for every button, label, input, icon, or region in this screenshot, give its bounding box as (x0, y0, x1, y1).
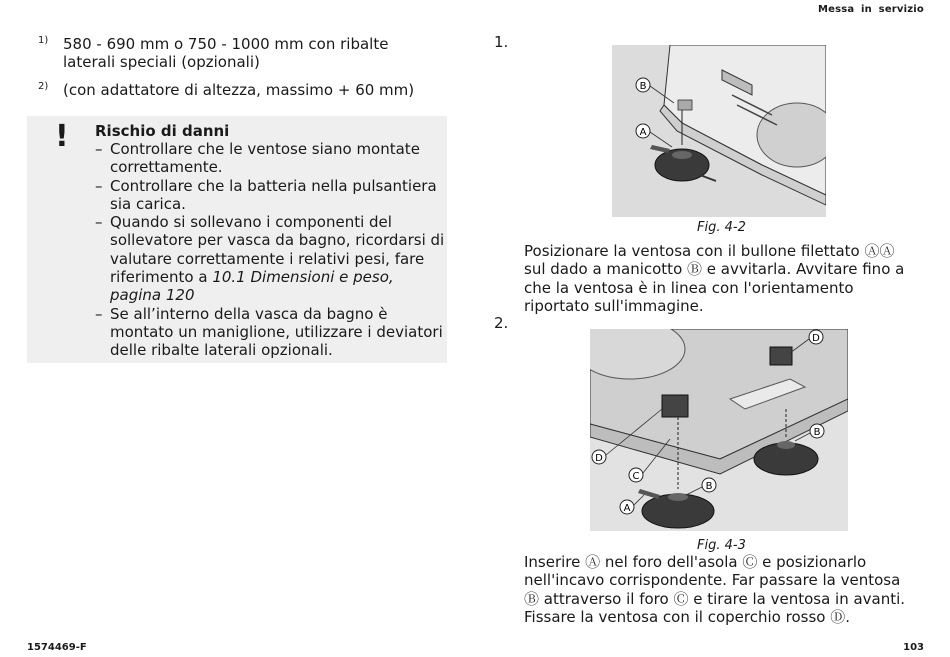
document-id: 1574469-F (27, 642, 87, 653)
figure-label: D (595, 453, 603, 464)
warning-list (95, 140, 445, 360)
step-1-number: 1. (494, 33, 509, 51)
footnote-2-mark: 2) (38, 81, 49, 92)
footnote-1-mark: 1) (38, 35, 49, 46)
warning-item: – Controllare che le ventose siano montate correttamente. (95, 140, 420, 177)
warning-item: – Quando si sollevano i componenti del sollevatore per vasca da bagno, ricordarsi di valutare correttamente i relativi pesi, fare riferimento a 10.1 Dimensioni e peso, pagina 120 (95, 213, 445, 305)
figure-label: B (639, 81, 647, 92)
figure-label: A (623, 503, 631, 514)
cross-reference-link[interactable]: 10.1 Dimensioni e peso, pagina 120 (110, 268, 394, 305)
figure-4-2-illustration (612, 45, 826, 217)
footnote-2-text: (con adattatore di altezza, massimo + 60 mm) (63, 81, 415, 99)
step-2-number: 2. (494, 314, 509, 332)
warning-item: – Controllare che la batteria nella pulsantiera sia carica. (95, 176, 437, 213)
figure-label: D (812, 333, 820, 344)
page-number: 103 (903, 642, 924, 653)
footnote-1-text: 580 - 690 mm o 750 - 1000 mm con ribalte laterali speciali (opzionali) (63, 35, 389, 71)
step-1-text: Posizionare la ventosa con il bullone filettato ⒶⒶ sul dado a manicotto Ⓑ e avvitarla. Avvitare fino a che la ventosa è in linea con l'orientamento riportato sull'immagine. (524, 242, 905, 315)
figure-4-3-illustration (590, 329, 848, 531)
figure-label: A (639, 127, 647, 138)
warning-title: Rischio di danni (95, 122, 230, 140)
step-2-text: Inserire Ⓐ nel foro dell'asola Ⓒ e posizionarlo nell'incavo corrispondente. Far passare la ventosa Ⓑ attraverso il foro Ⓒ e tirare la ventosa in avanti. Fissare la ventosa con il coperchio rosso Ⓓ. (524, 553, 906, 626)
figure-label: B (705, 481, 713, 492)
warning-item: – Se all’interno della vasca da bagno è montato un maniglione, utilizzare i deviatori delle ribalte laterali opzionali. (95, 304, 443, 360)
figure-label: B (813, 427, 821, 438)
warning-exclamation-icon: ! (55, 119, 69, 154)
running-header: Messa in servizio (817, 4, 924, 15)
figure-4-3-caption: Fig. 4-3 (697, 538, 746, 553)
warning-box (27, 116, 447, 363)
figure-4-2-caption: Fig. 4-2 (697, 220, 746, 235)
figure-label: C (632, 471, 640, 482)
